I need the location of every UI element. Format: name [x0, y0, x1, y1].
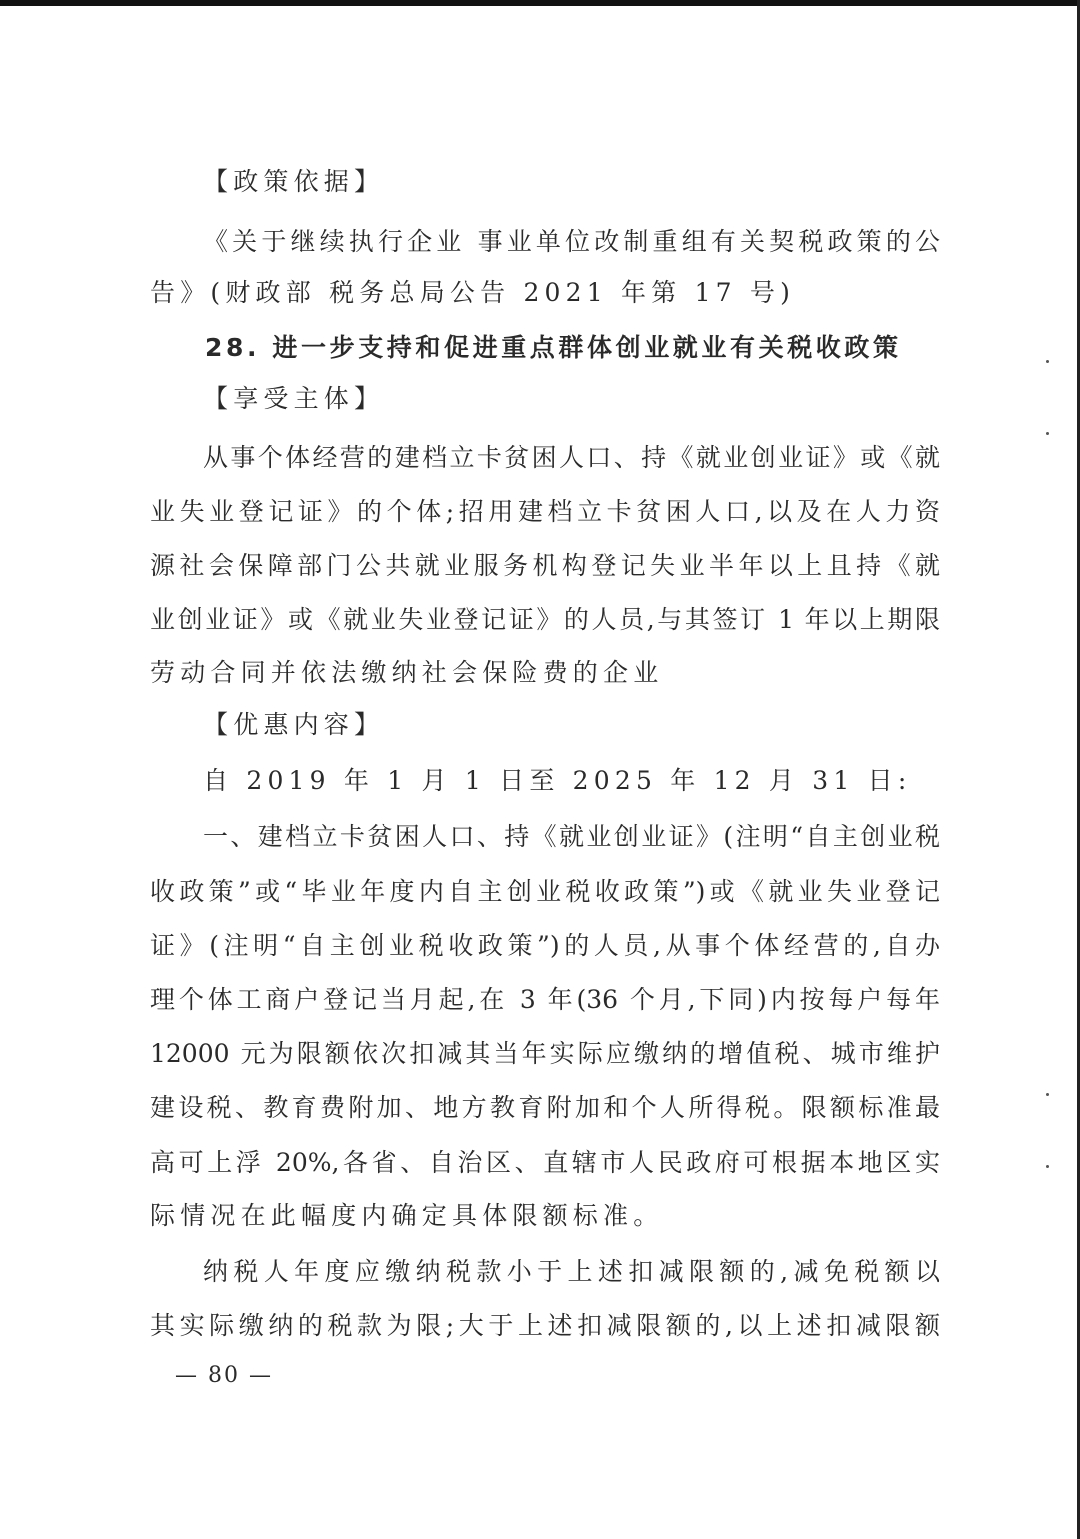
- body-line: 证》(注明“自主创业税收政策”)的人员,从事个体经营的,自办: [150, 931, 940, 960]
- body-line: 收政策”或“毕业年度内自主创业税收政策”)或《就业失业登记: [150, 877, 940, 906]
- scan-speck: [1046, 1165, 1049, 1168]
- body-line: 12000 元为限额依次扣减其当年实际应缴纳的增值税、城市维护: [150, 1039, 940, 1068]
- page-number: — 80 —: [175, 1363, 273, 1388]
- body-line: 自 2019 年 1 月 1 日至 2025 年 12 月 31 日:: [203, 766, 912, 795]
- body-line: 其实际缴纳的税款为限;大于上述扣减限额的,以上述扣减限额: [150, 1311, 940, 1340]
- scan-speck: [1046, 1093, 1049, 1096]
- body-line: 《关于继续执行企业 事业单位改制重组有关契税政策的公: [203, 227, 940, 256]
- section-heading-preferential-content: 【优惠内容】: [203, 710, 385, 739]
- body-line: 一、建档立卡贫困人口、持《就业创业证》(注明“自主创业税: [203, 822, 940, 851]
- body-line: 源社会保障部门公共就业服务机构登记失业半年以上且持《就: [150, 551, 940, 580]
- body-line: 从事个体经营的建档立卡贫困人口、持《就业创业证》或《就: [203, 443, 940, 472]
- body-line: 告》(财政部 税务总局公告 2021 年第 17 号): [150, 278, 796, 307]
- scan-speck: [1046, 360, 1049, 363]
- body-line: 业失业登记证》的个体;招用建档立卡贫困人口,以及在人力资: [150, 497, 940, 526]
- body-line: 建设税、教育费附加、地方教育附加和个人所得税。限额标准最: [150, 1093, 940, 1122]
- body-line: 高可上浮 20%,各省、自治区、直辖市人民政府可根据本地区实: [150, 1148, 940, 1177]
- body-line: 纳税人年度应缴纳税款小于上述扣减限额的,减免税额以: [203, 1257, 940, 1286]
- scan-speck: [1046, 432, 1049, 435]
- body-line: 业创业证》或《就业失业登记证》的人员,与其签订 1 年以上期限: [150, 605, 940, 634]
- body-line: 劳动合同并依法缴纳社会保险费的企业: [150, 658, 664, 687]
- section-heading-policy-basis: 【政策依据】: [203, 167, 385, 196]
- policy-title: 28. 进一步支持和促进重点群体创业就业有关税收政策: [205, 333, 902, 362]
- body-line: 际情况在此幅度内确定具体限额标准。: [150, 1201, 664, 1230]
- body-line: 理个体工商户登记当月起,在 3 年(36 个月,下同)内按每户每年: [150, 985, 940, 1014]
- section-heading-beneficiary: 【享受主体】: [203, 384, 385, 413]
